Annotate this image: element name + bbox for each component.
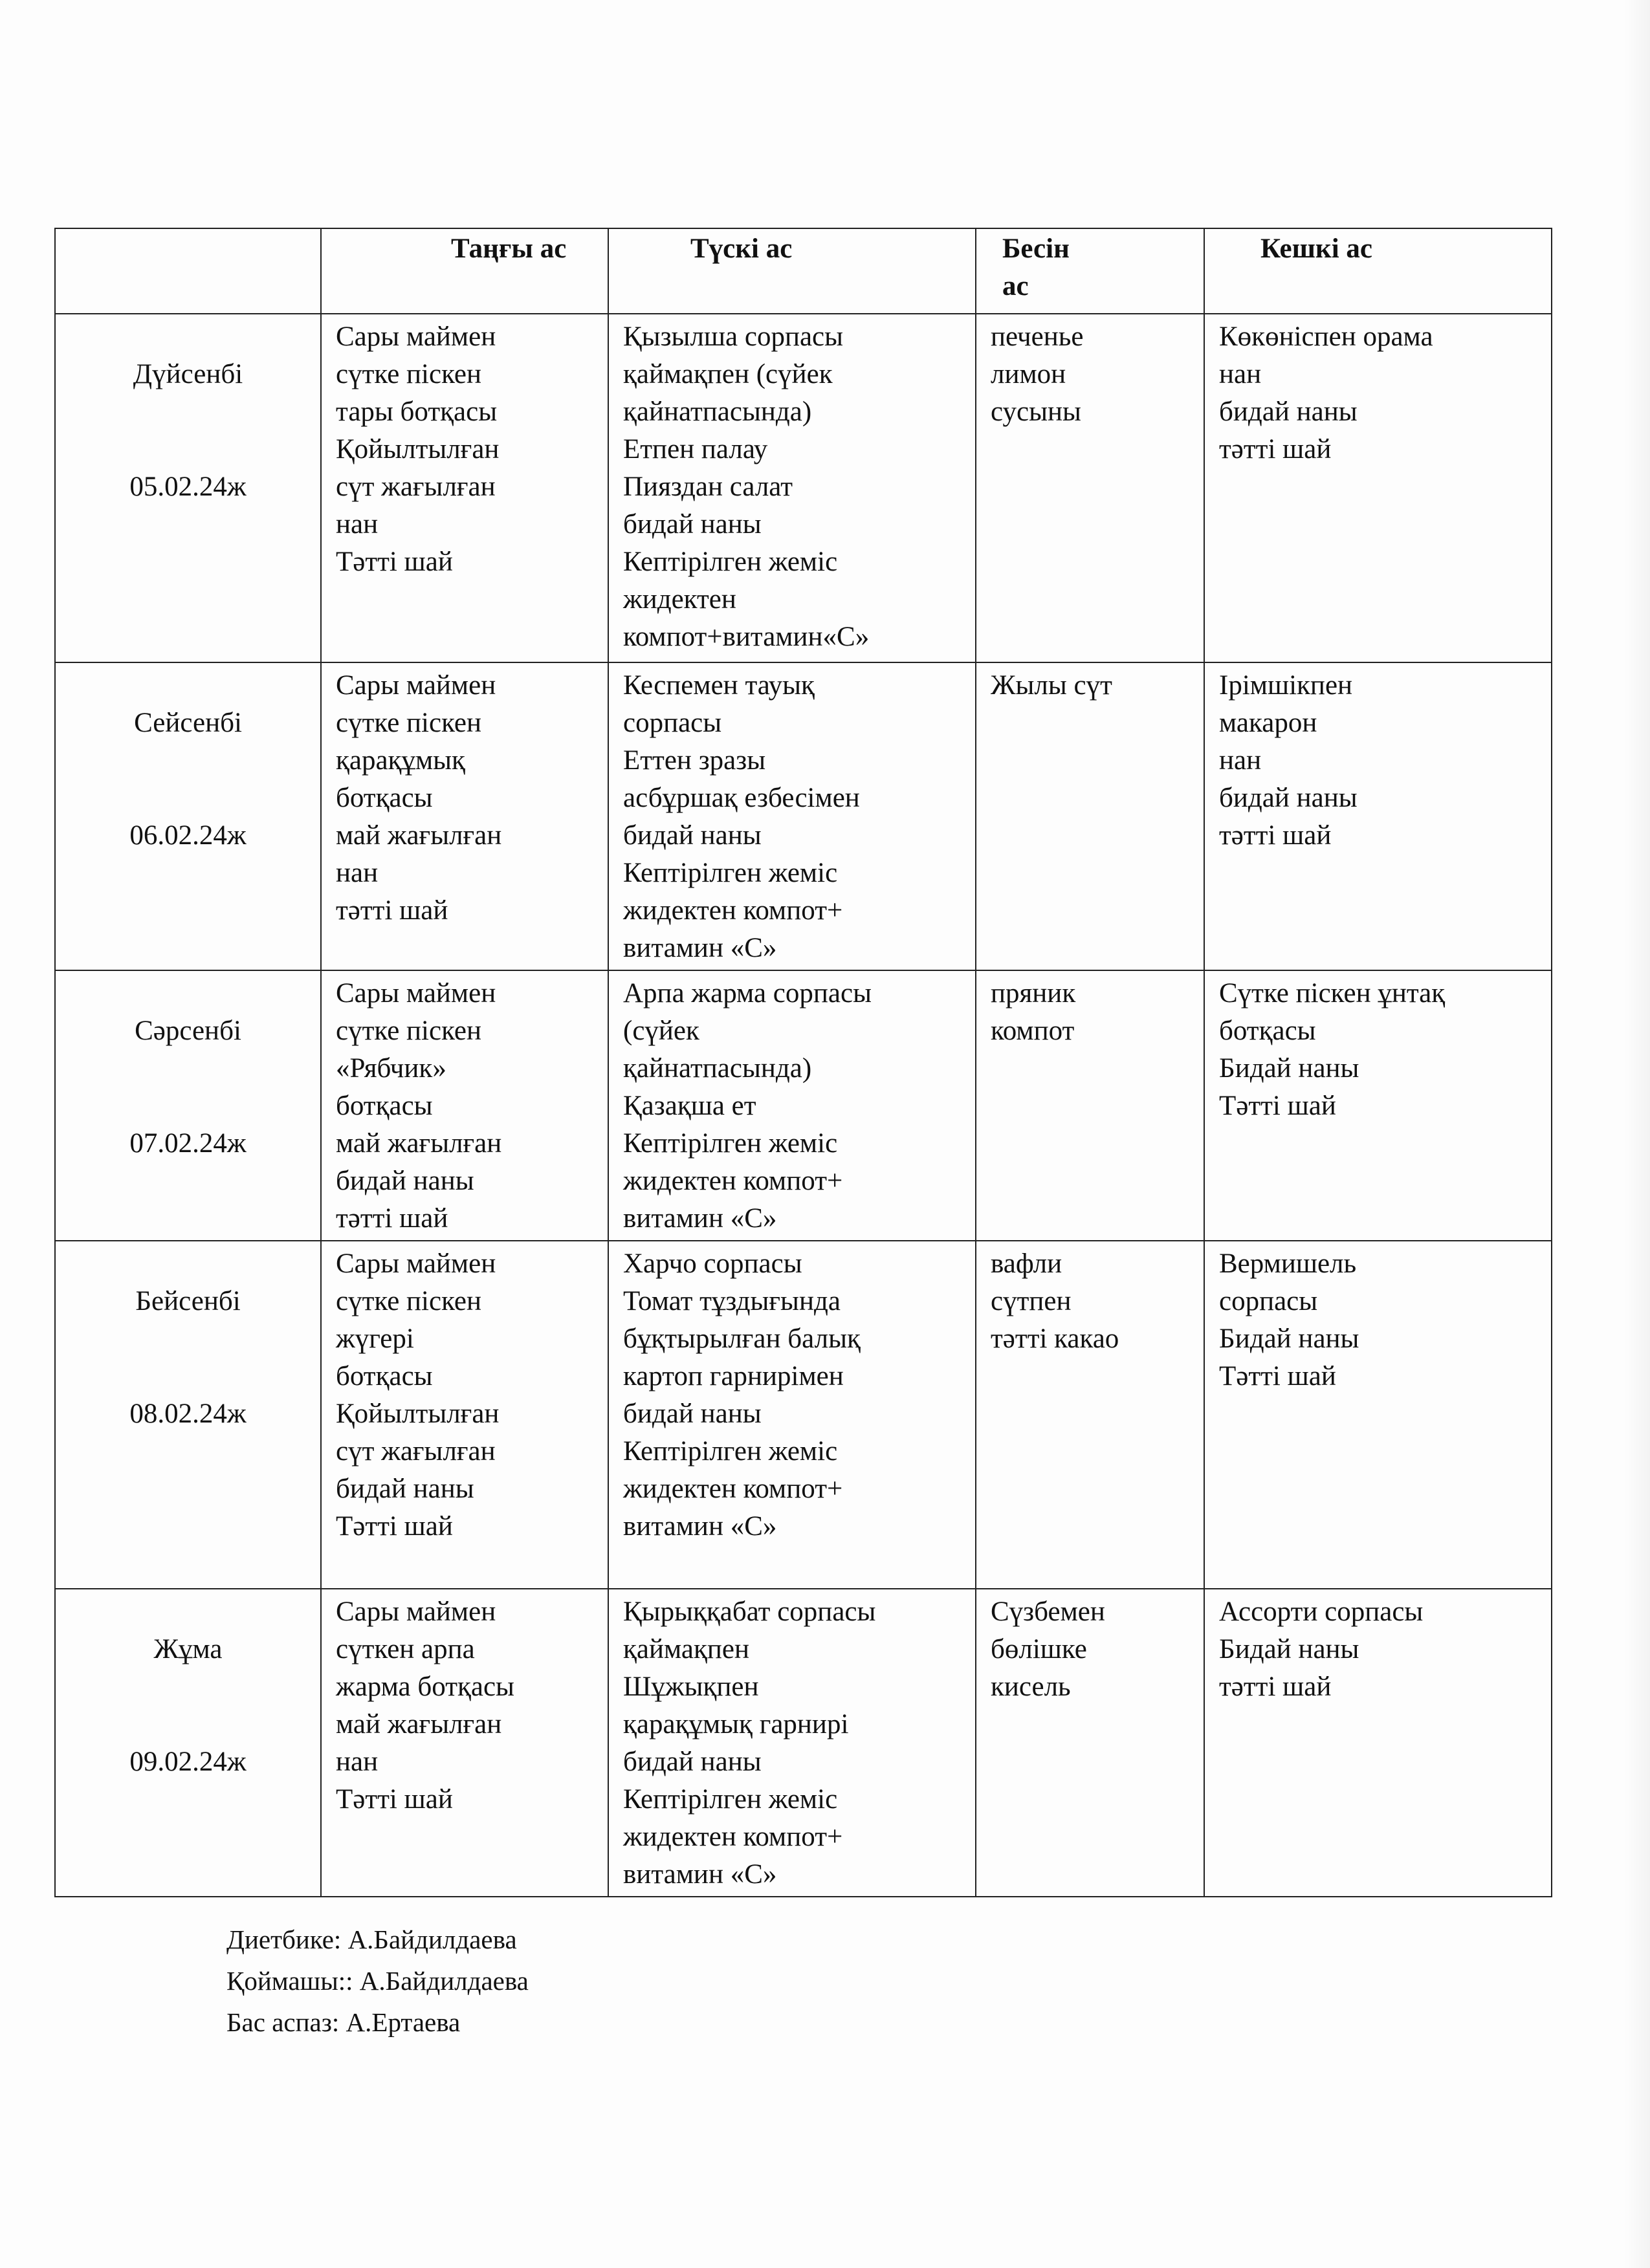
signature-head-cook: Бас аспаз: А.Ертаева [226,2007,461,2037]
table-row [55,662,1552,970]
header-dinner: Кешкі ас [1204,228,1552,314]
table-row [55,1241,1552,1589]
scan-edge-shadow [1624,0,1650,2268]
header-lunch: Түскі ас [608,228,976,314]
weekly-menu-table [54,228,1552,1897]
day-name: Бейсенбі [135,1286,241,1316]
table-row [55,1589,1552,1897]
breakfast-cell: Сары маймен сүтке піскен «Рябчик» ботқасы май жағылған бидай наны тәтті шай [321,970,608,1241]
dinner-cell: Вермишель сорпасы Бидай наны Тәтті шай [1204,1241,1552,1589]
day-name: Дүйсенбі [133,359,243,389]
dinner-cell: Көкөніспен орама нан бидай наны тәтті шай [1204,314,1552,662]
breakfast-cell: Сары маймен сүтке піскен тары ботқасы Қойылтылған сүт жағылған нан Тәтті шай [321,314,608,662]
day-cell [55,970,321,1241]
signature-dietitian: Диетбике: А.Байдилдаева [226,1925,517,1954]
snack-cell: Сүзбемен бөлішке кисель [976,1589,1204,1897]
dinner-cell: Сүтке піскен ұнтақ ботқасы Бидай наны Тәтті шай [1204,970,1552,1241]
day-name: Сейсенбі [134,708,242,738]
snack-cell: вафли сүтпен тәтті какао [976,1241,1204,1589]
signature-block [226,1919,529,2043]
signature-storekeeper: Қоймашы:: А.Байдилдаева [226,1966,529,1996]
day-name: Жұма [153,1634,223,1664]
day-name: Сәрсенбі [135,1016,241,1046]
header-snack: Бесін ас [976,228,1204,314]
table-row [55,970,1552,1241]
lunch-cell: Арпа жарма сорпасы (сүйек қайнатпасында) Қазақша ет Кептірілген жеміс жидектен компот+ витамин «С» [608,970,976,1241]
lunch-cell: Қырыққабат сорпасы қаймақпен Шұжықпен қарақұмық гарнирі бидай наны Кептірілген жеміс жидектен компот+ витамин «С» [608,1589,976,1897]
dinner-cell: Ірімшікпен макарон нан бидай наны тәтті шай [1204,662,1552,970]
snack-cell: пряник компот [976,970,1204,1241]
day-date: 09.02.24ж [129,1747,247,1777]
lunch-cell: Қызылша сорпасы қаймақпен (сүйек қайнатпасында) Етпен палау Пияздан салат бидай наны Кептірілген жеміс жидектен компот+витамин«С» [608,314,976,662]
lunch-cell: Харчо сорпасы Томат тұздығында бұқтырылған балық картоп гарнирімен бидай наны Кептірілген жеміс жидектен компот+ витамин «С» [608,1241,976,1589]
day-cell [55,1241,321,1589]
header-day [55,228,321,314]
day-cell [55,1589,321,1897]
breakfast-cell: Сары маймен сүтке піскен қарақұмық ботқасы май жағылған нан тәтті шай [321,662,608,970]
table-row [55,314,1552,662]
header-breakfast: Таңғы ас [321,228,608,314]
day-date: 05.02.24ж [129,472,247,502]
day-date: 07.02.24ж [129,1128,247,1159]
day-cell [55,662,321,970]
header-row [55,228,1552,314]
snack-cell: печенье лимон сусыны [976,314,1204,662]
snack-cell: Жылы сүт [976,662,1204,970]
day-date: 08.02.24ж [129,1399,247,1429]
day-cell [55,314,321,662]
dinner-cell: Ассорти сорпасы Бидай наны тәтті шай [1204,1589,1552,1897]
breakfast-cell: Сары маймен сүткен арпа жарма ботқасы май жағылған нан Тәтті шай [321,1589,608,1897]
lunch-cell: Кеспемен тауық сорпасы Еттен зразы асбұршақ езбесімен бидай наны Кептірілген жеміс жидектен компот+ витамин «С» [608,662,976,970]
day-date: 06.02.24ж [129,820,247,851]
breakfast-cell: Сары маймен сүтке піскен жүгері ботқасы Қойылтылған сүт жағылған бидай наны Тәтті шай [321,1241,608,1589]
